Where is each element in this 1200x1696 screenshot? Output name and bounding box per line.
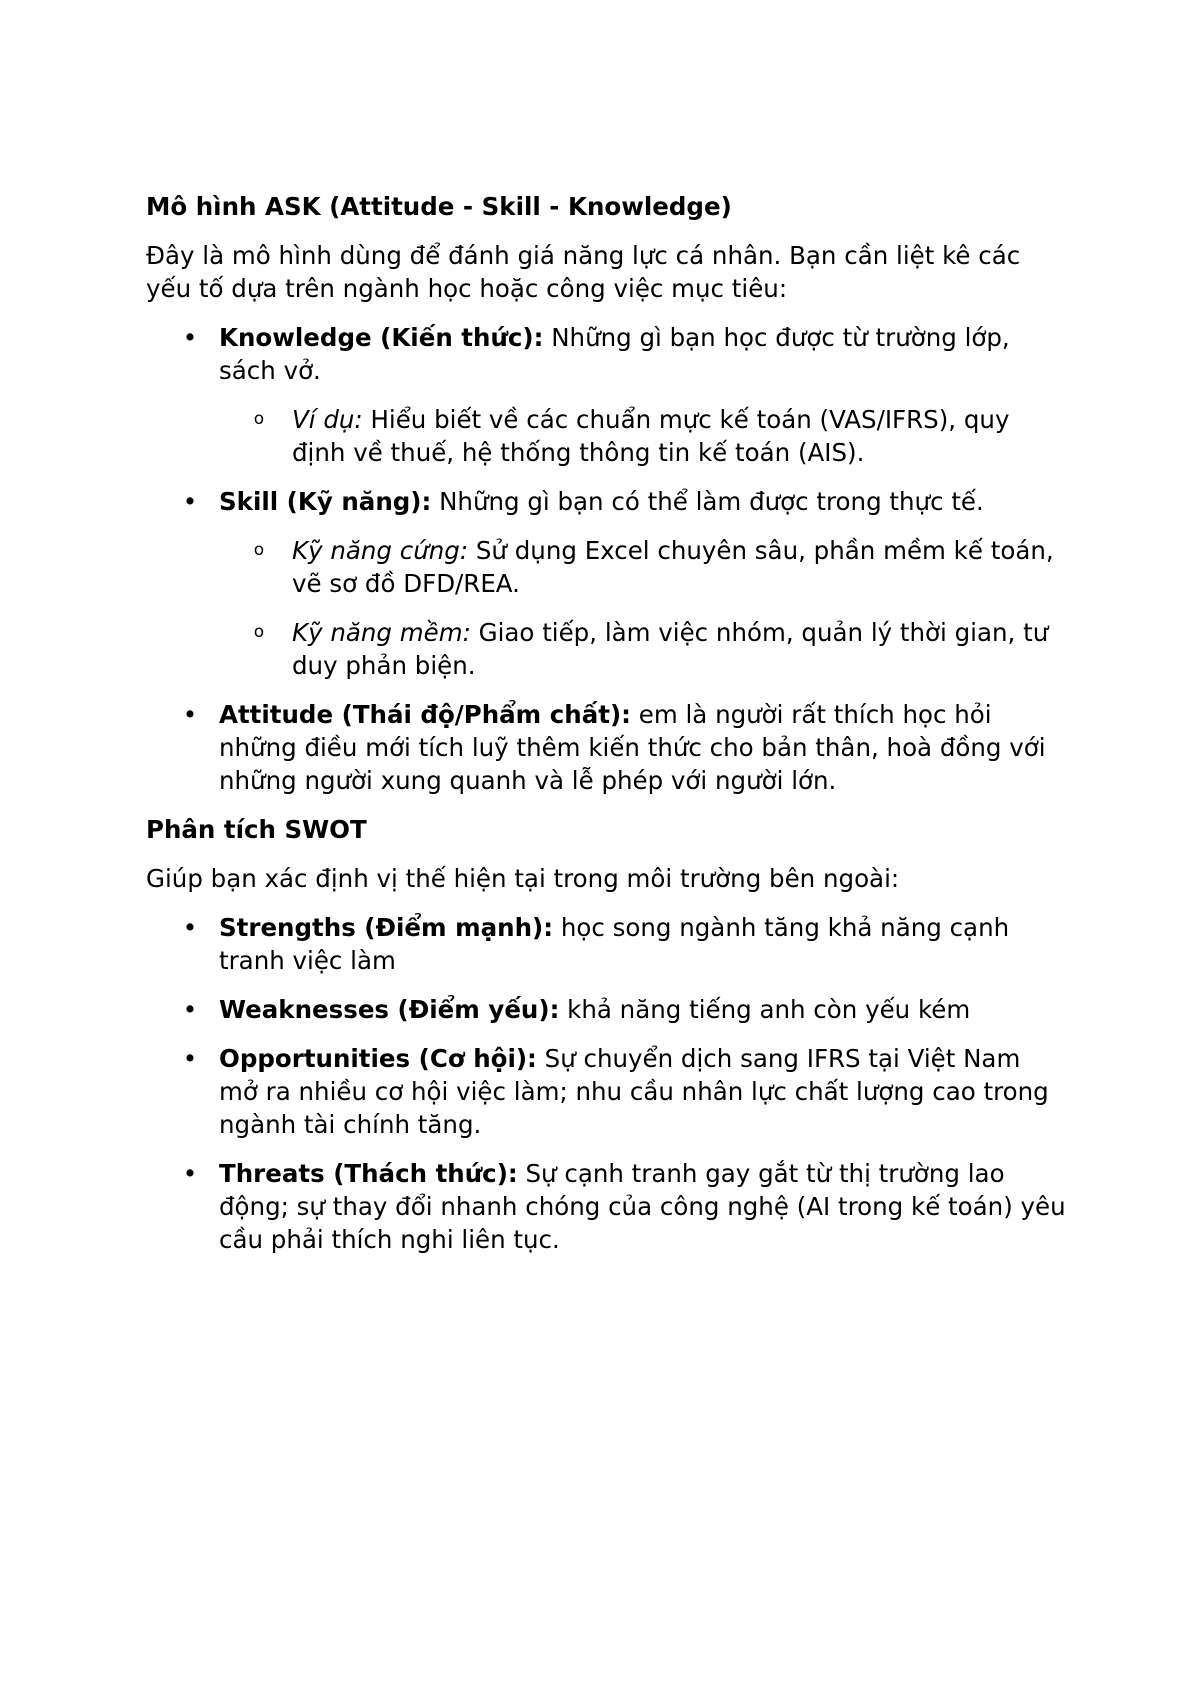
ask-item-label: Knowledge (Kiến thức): (219, 323, 544, 352)
bullet-icon: • (182, 995, 198, 1024)
ask-subitem-label: Kỹ năng mềm: (292, 618, 471, 647)
swot-list (146, 911, 1066, 1256)
bullet-icon: • (182, 323, 198, 352)
ask-subitem-text: Sử dụng Excel chuyên sâu, phần mềm kế toán, vẽ sơ đồ DFD/REA. (292, 536, 1054, 598)
ask-sublist (219, 534, 1066, 682)
ask-list (146, 321, 1066, 797)
swot-item-label: Strengths (Điểm mạnh): (219, 913, 554, 942)
ask-item-label: Skill (Kỹ năng): (219, 487, 432, 516)
swot-item-weaknesses (146, 993, 1066, 1026)
document-content (146, 190, 1066, 1256)
swot-item-threats (146, 1157, 1066, 1256)
ask-subitem-example (219, 403, 1066, 469)
ask-subitem-soft-skills (219, 616, 1066, 682)
ask-item-knowledge (146, 321, 1066, 469)
ask-sublist (219, 403, 1066, 469)
bullet-icon: • (182, 700, 198, 729)
ask-subitem-hard-skills (219, 534, 1066, 600)
swot-item-text: Sự chuyển dịch sang IFRS tại Việt Nam mở ra nhiều cơ hội việc làm; nhu cầu nhân lực chất lượng cao trong ngành tài chính tăng. (219, 1044, 1049, 1139)
bullet-icon: • (182, 913, 198, 942)
ask-item-label: Attitude (Thái độ/Phẩm chất): (219, 700, 631, 729)
ask-item-skill (146, 485, 1066, 682)
ask-subitem-text: Giao tiếp, làm việc nhóm, quản lý thời gian, tư duy phản biện. (292, 618, 1049, 680)
ask-item-text: Những gì bạn học được từ trường lớp, sách vở. (219, 323, 1010, 385)
swot-item-strengths (146, 911, 1066, 977)
bullet-icon: • (182, 1159, 198, 1188)
circle-bullet-icon: o (253, 622, 265, 642)
ask-item-text: Những gì bạn có thể làm được trong thực tế. (431, 487, 984, 516)
ask-item-text: em là người rất thích học hỏi những điều mới tích luỹ thêm kiến thức cho bản thân, hoà đồng với những người xung quanh và lễ phép với người lớn. (219, 700, 1046, 795)
swot-heading: Phân tích SWOT (146, 815, 367, 844)
circle-bullet-icon: o (253, 540, 265, 560)
bullet-icon: • (182, 1044, 198, 1073)
ask-subitem-label: Ví dụ: (292, 405, 363, 434)
circle-bullet-icon: o (253, 409, 265, 429)
swot-item-label: Weaknesses (Điểm yếu): (219, 995, 560, 1024)
ask-item-attitude (146, 698, 1066, 797)
ask-intro: Đây là mô hình dùng để đánh giá năng lực cá nhân. Bạn cần liệt kê các yếu tố dựa trên ngành học hoặc công việc mục tiêu: (146, 241, 1021, 303)
ask-heading: Mô hình ASK (Attitude - Skill - Knowledge) (146, 192, 732, 221)
ask-subitem-label: Kỹ năng cứng: (292, 536, 469, 565)
swot-item-label: Threats (Thách thức): (219, 1159, 518, 1188)
bullet-icon: • (182, 487, 198, 516)
swot-item-text: Sự cạnh tranh gay gắt từ thị trường lao động; sự thay đổi nhanh chóng của công nghệ (AI trong kế toán) yêu cầu phải thích nghi liên tục. (219, 1159, 1066, 1254)
swot-item-text: khả năng tiếng anh còn yếu kém (559, 995, 971, 1024)
swot-item-opportunities (146, 1042, 1066, 1141)
swot-item-text: học song ngành tăng khả năng cạnh tranh việc làm (219, 913, 1010, 975)
ask-subitem-text: Hiểu biết về các chuẩn mực kế toán (VAS/IFRS), quy định về thuế, hệ thống thông tin kế toán (AIS). (292, 405, 1010, 467)
swot-item-label: Opportunities (Cơ hội): (219, 1044, 537, 1073)
swot-intro: Giúp bạn xác định vị thế hiện tại trong môi trường bên ngoài: (146, 864, 900, 893)
